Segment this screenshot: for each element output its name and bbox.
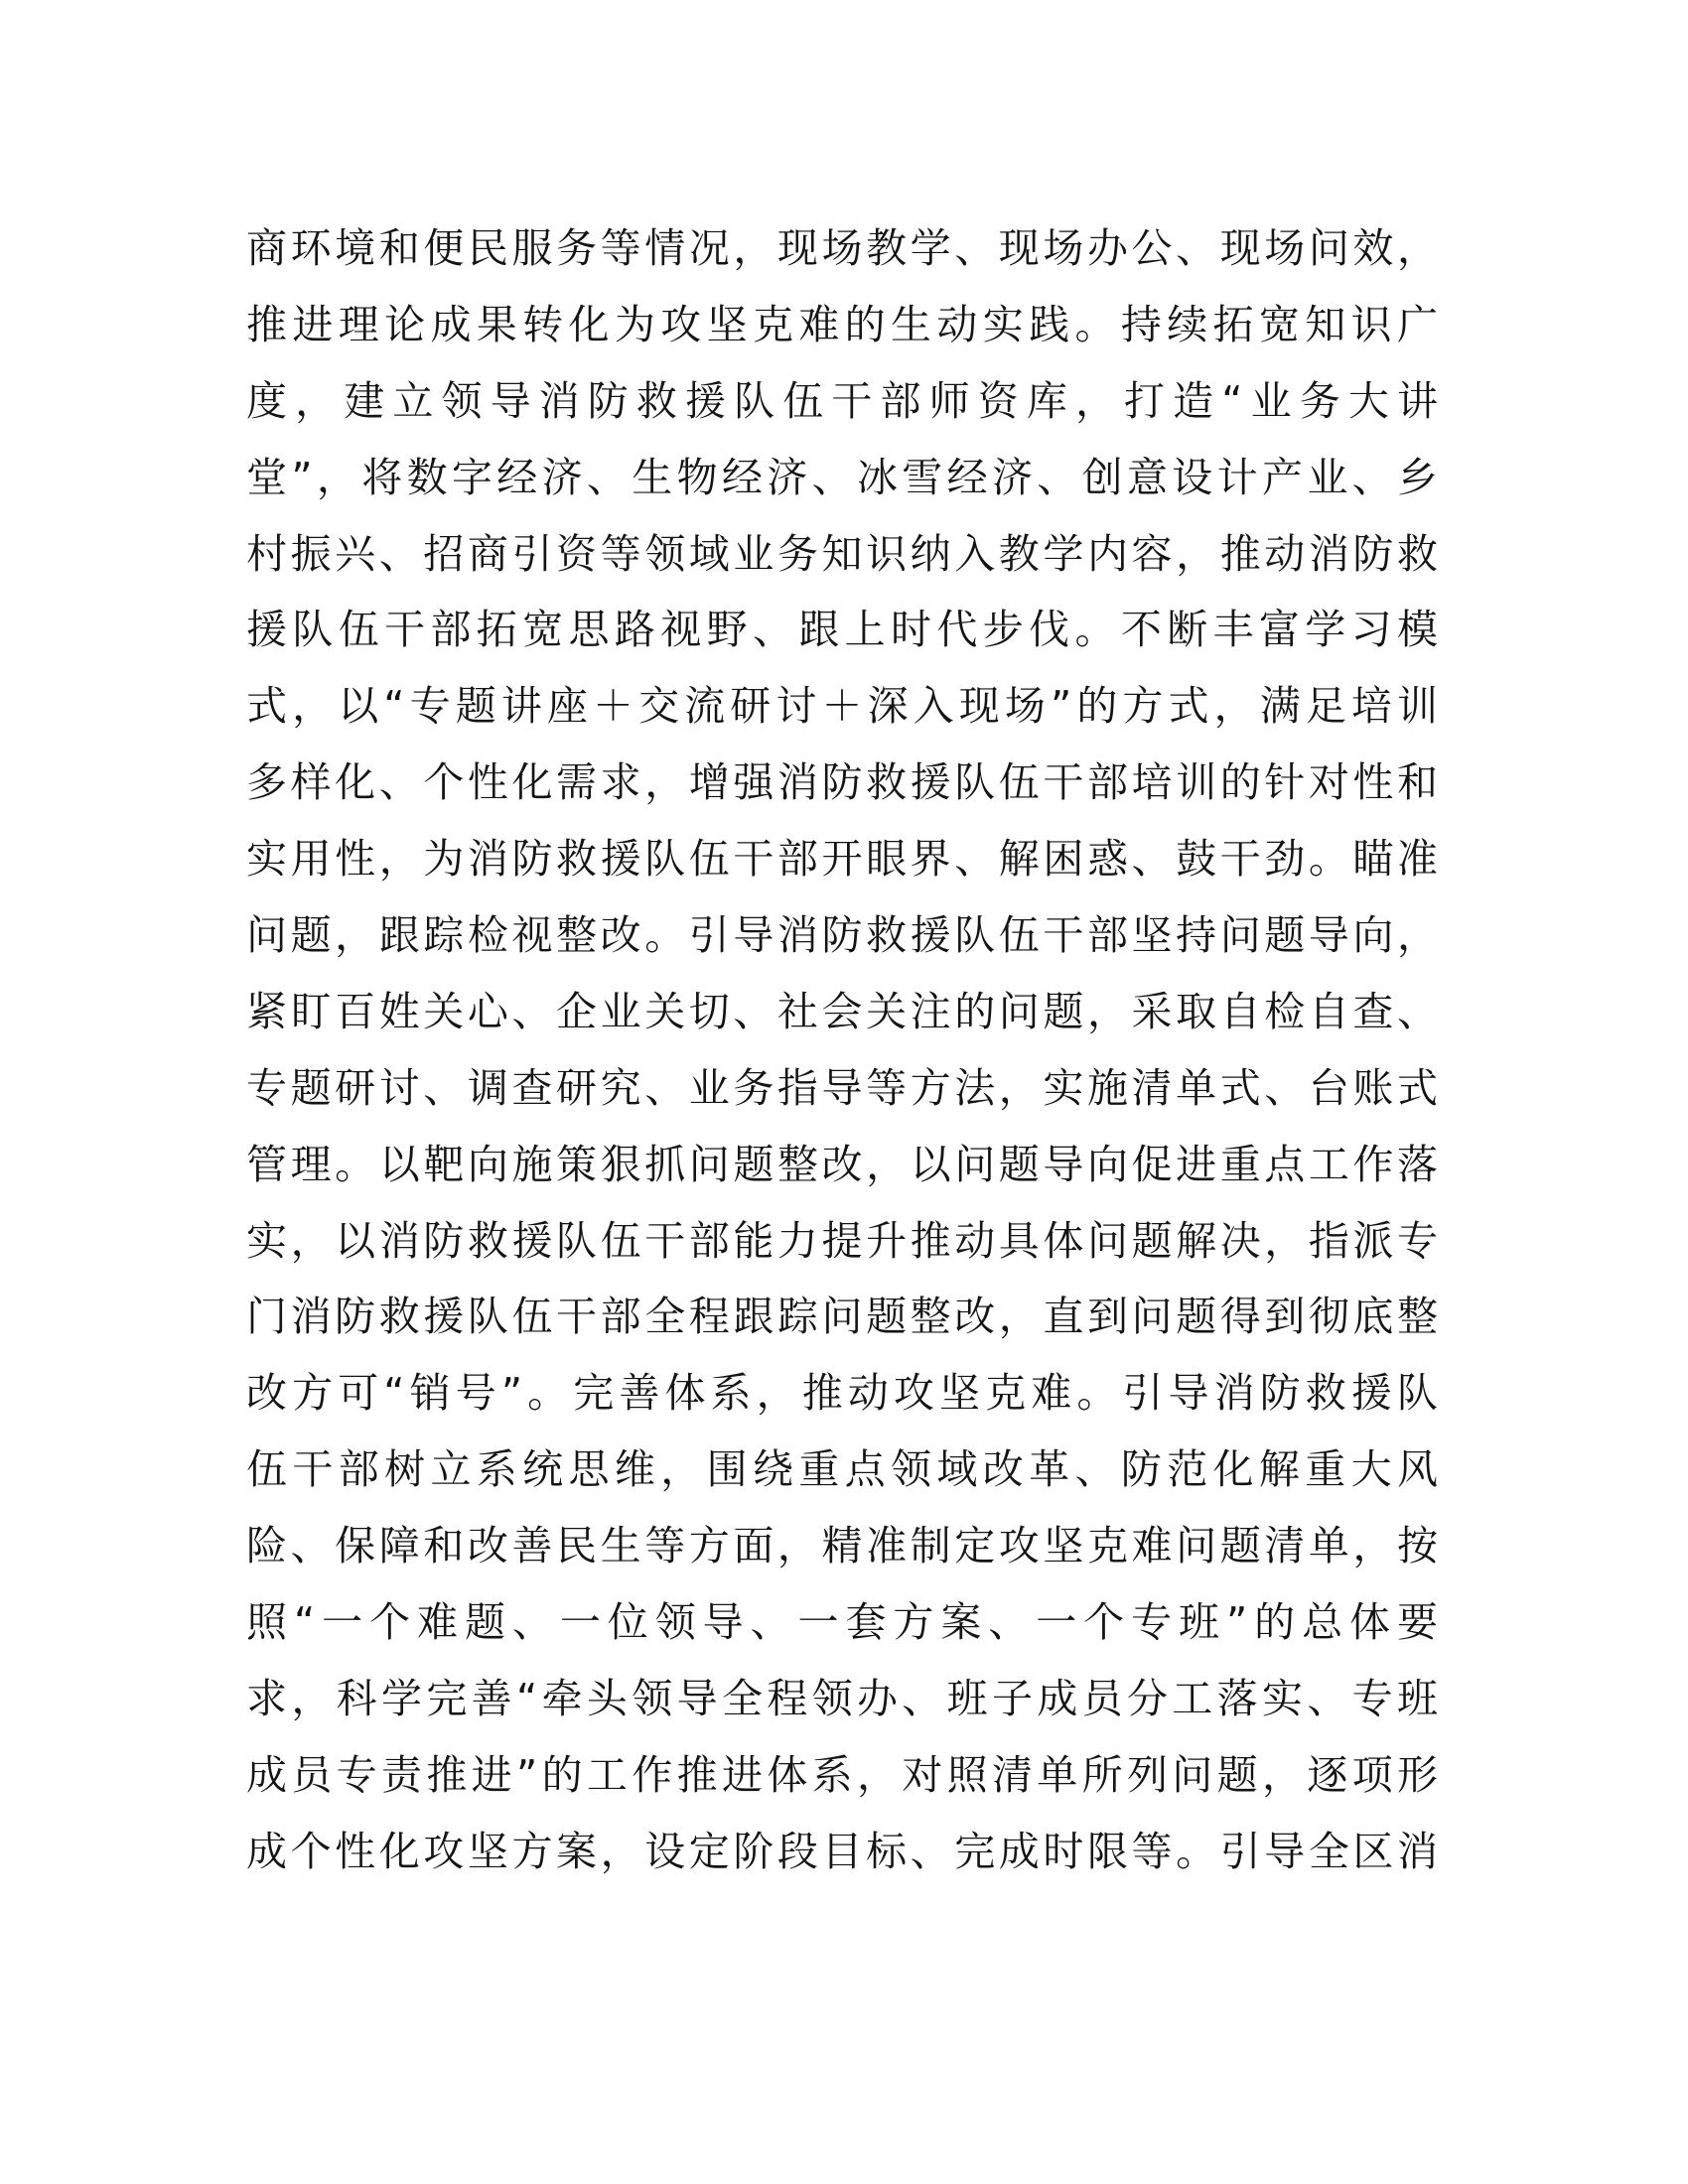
text-line: 险、保障和改善民生等方面，精准制定攻坚克难问题清单，按 [246, 1522, 1438, 1570]
text-line: 管理。以靶向施策狠抓问题整改，以问题导向促进重点工作落 [246, 1140, 1438, 1188]
text-line: 度，建立领导消防救援队伍干部师资库，打造“业务大讲 [246, 376, 1438, 425]
text-line: 援队伍干部拓宽思路视野、跟上时代步伐。不断丰富学习模 [246, 606, 1438, 654]
text-line: 多样化、个性化需求，增强消防救援队伍干部培训的针对性和 [246, 758, 1438, 807]
text-line: 专题研讨、调查研究、业务指导等方法，实施清单式、台账式 [246, 1063, 1438, 1112]
text-line: 照“一个难题、一位领导、一套方案、一个专班”的总体要 [246, 1598, 1438, 1647]
text-line: 堂”，将数字经济、生物经济、冰雪经济、创意设计产业、乡 [246, 453, 1438, 501]
text-line: 紧盯百姓关心、企业关切、社会关注的问题，采取自检自查、 [246, 987, 1438, 1035]
text-line: 实，以消防救援队伍干部能力提升推动具体问题解决，指派专 [246, 1216, 1438, 1265]
text-line: 实用性，为消防救援队伍干部开眼界、解困惑、鼓干劲。瞄准 [246, 835, 1438, 884]
body-paragraph [246, 210, 1438, 1890]
text-line: 式，以“专题讲座＋交流研讨＋深入现场”的方式，满足培训 [246, 682, 1438, 731]
text-line: 推进理论成果转化为攻坚克难的生动实践。持续拓宽知识广 [246, 300, 1438, 348]
text-line: 改方可“销号”。完善体系，推动攻坚克难。引导消防救援队 [246, 1369, 1438, 1418]
text-line: 村振兴、招商引资等领域业务知识纳入教学内容，推动消防救 [246, 529, 1438, 578]
text-line: 商环境和便民服务等情况，现场教学、现场办公、现场问效， [246, 224, 1438, 272]
text-line: 成个性化攻坚方案，设定阶段目标、完成时限等。引导全区消 [246, 1827, 1438, 1875]
text-line: 门消防救援队伍干部全程跟踪问题整改，直到问题得到彻底整 [246, 1293, 1438, 1341]
text-line: 成员专责推进”的工作推进体系，对照清单所列问题，逐项形 [246, 1750, 1438, 1799]
text-line: 问题，跟踪检视整改。引导消防救援队伍干部坚持问题导向， [246, 911, 1438, 960]
text-line: 伍干部树立系统思维，围绕重点领域改革、防范化解重大风 [246, 1445, 1438, 1494]
text-line: 求，科学完善“牵头领导全程领办、班子成员分工落实、专班 [246, 1674, 1438, 1722]
